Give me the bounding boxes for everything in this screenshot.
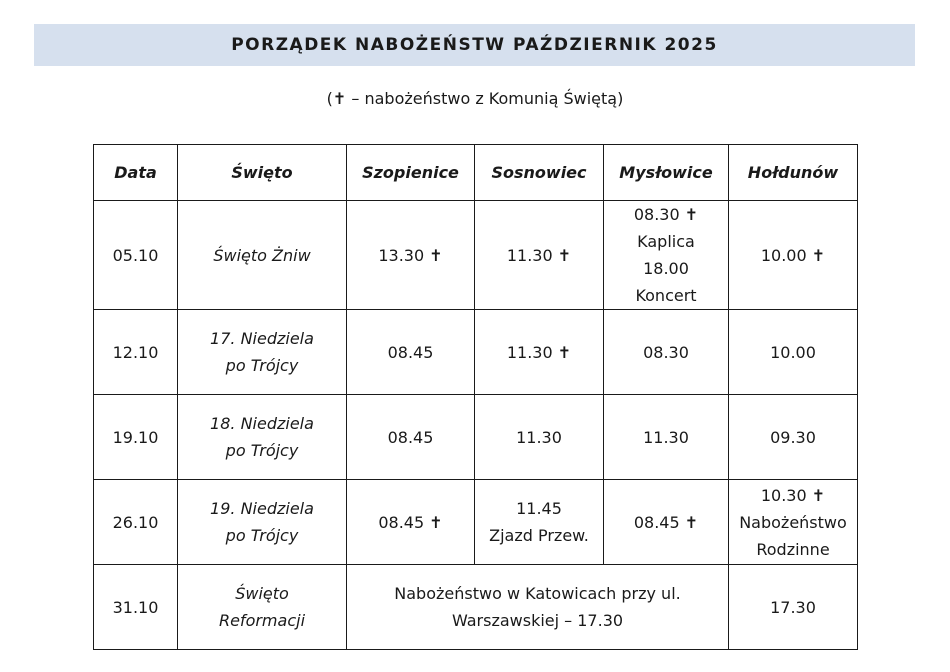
holdunow-line: 10.00 ✝ xyxy=(760,245,826,265)
table-row xyxy=(94,480,858,565)
sosnowiec-cell: 11.30 ✝ xyxy=(475,310,604,395)
myslowice-cell xyxy=(604,480,729,565)
holdunow-line: 17.30 xyxy=(770,597,816,617)
holdunow-cell xyxy=(729,565,858,650)
header-date: Data xyxy=(94,145,178,201)
feast-line: Święto Żniw xyxy=(213,245,311,265)
myslowice-line: 08.45 ✝ xyxy=(633,512,699,532)
sosnowiec-cell: 11.30 xyxy=(475,395,604,480)
szopienice-cell: 08.45 xyxy=(347,395,475,480)
date-cell: 12.10 xyxy=(94,310,178,395)
header-holdunow: Hołdunów xyxy=(729,145,858,201)
szopienice-cell: 13.30 ✝ xyxy=(347,201,475,310)
myslowice-cell xyxy=(604,310,729,395)
title-bar xyxy=(34,24,915,66)
myslowice-line: 11.30 xyxy=(643,427,689,447)
myslowice-cell xyxy=(604,395,729,480)
feast-line: po Trójcy xyxy=(225,356,299,375)
header-szopienice: Szopienice xyxy=(347,145,475,201)
merged-line: Warszawskiej – 17.30 xyxy=(451,611,624,630)
feast-line: 17. Niedziela xyxy=(210,329,314,348)
feast-cell xyxy=(178,480,347,565)
table-row xyxy=(94,395,858,480)
myslowice-cell xyxy=(604,201,729,310)
feast-line: po Trójcy xyxy=(225,526,299,545)
feast-cell xyxy=(178,310,347,395)
feast-line: Reformacji xyxy=(218,611,306,630)
date-cell: 05.10 xyxy=(94,201,178,310)
header-feast: Święto xyxy=(178,145,347,201)
myslowice-line: Koncert xyxy=(635,286,697,305)
legend-note: (✝ – nabożeństwo z Komunią Świętą) xyxy=(326,89,624,108)
merged-line: Nabożeństwo w Katowicach przy ul. xyxy=(394,584,681,603)
holdunow-line: Rodzinne xyxy=(756,539,830,559)
date-cell: 26.10 xyxy=(94,480,178,565)
feast-line: po Trójcy xyxy=(225,441,299,460)
holdunow-cell xyxy=(729,201,858,310)
holdunow-line: 10.30 ✝ xyxy=(760,485,826,505)
feast-line: Święto xyxy=(235,584,289,603)
holdunow-line: 09.30 xyxy=(770,427,816,447)
feast-cell xyxy=(178,201,347,310)
sosnowiec-cell xyxy=(475,480,604,565)
holdunow-line: 10.00 xyxy=(770,342,816,362)
myslowice-line: Kaplica xyxy=(637,232,695,251)
page-title: PORZĄDEK NABOŻEŃSTW PAŹDZIERNIK 2025 xyxy=(231,35,718,55)
feast-cell xyxy=(178,395,347,480)
table-row xyxy=(94,201,858,310)
holdunow-cell xyxy=(729,310,858,395)
myslowice-line: 08.30 ✝ xyxy=(633,205,699,224)
szopienice-cell: 08.45 xyxy=(347,310,475,395)
holdunow-line: Nabożeństwo xyxy=(739,512,847,532)
feast-line: 18. Niedziela xyxy=(210,414,314,433)
holdunow-cell xyxy=(729,480,858,565)
header-sosnowiec: Sosnowiec xyxy=(475,145,604,201)
header-myslowice: Mysłowice xyxy=(604,145,729,201)
table-row xyxy=(94,310,858,395)
holdunow-cell xyxy=(729,395,858,480)
feast-cell xyxy=(178,565,347,650)
schedule-table xyxy=(93,144,858,650)
sosnowiec-cell: 11.30 ✝ xyxy=(475,201,604,310)
myslowice-line: 08.30 xyxy=(643,342,689,362)
sosnowiec-line: Zjazd Przew. xyxy=(489,526,589,545)
merged-location-cell xyxy=(347,565,729,650)
date-cell: 19.10 xyxy=(94,395,178,480)
sosnowiec-line: 11.45 xyxy=(516,499,562,518)
header-row xyxy=(94,145,858,201)
date-cell: 31.10 xyxy=(94,565,178,650)
myslowice-line: 18.00 xyxy=(643,259,689,278)
feast-line: 19. Niedziela xyxy=(210,499,314,518)
szopienice-cell: 08.45 ✝ xyxy=(347,480,475,565)
table-row xyxy=(94,565,858,650)
